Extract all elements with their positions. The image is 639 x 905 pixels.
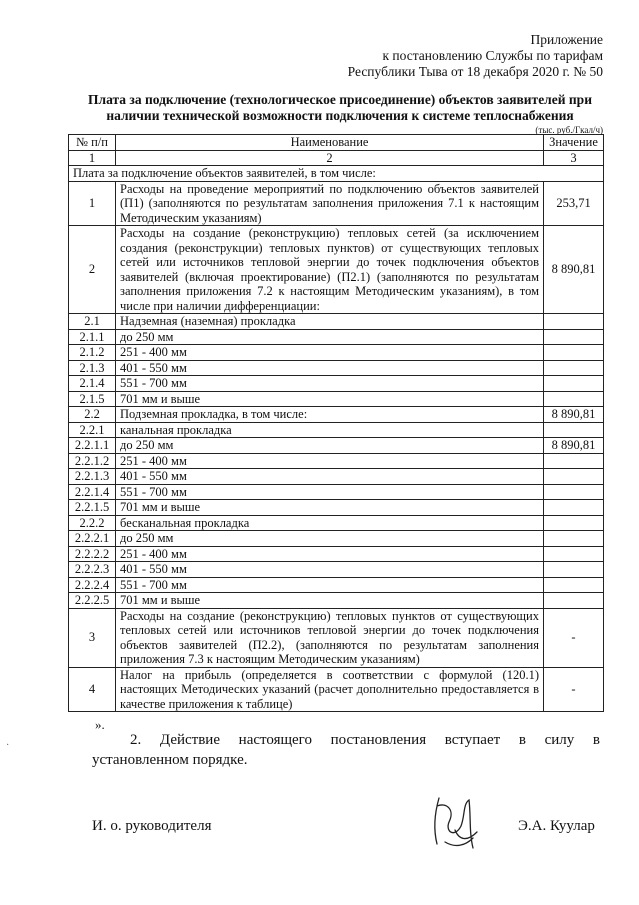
table-row xyxy=(69,226,604,314)
section-title: Плата за подключение объектов заявителей, в том числе: xyxy=(69,166,604,182)
table-row xyxy=(69,314,604,330)
row-num: 2.1 xyxy=(69,314,116,330)
row-value: 253,71 xyxy=(544,181,604,226)
table-row xyxy=(69,608,604,667)
row-num: 2.2.1.5 xyxy=(69,500,116,516)
row-value: 8 890,81 xyxy=(544,407,604,423)
row-name: 251 - 400 мм xyxy=(116,546,544,562)
table-row xyxy=(69,577,604,593)
closing-quote: ». xyxy=(95,717,105,732)
paragraph-line-2: установленном порядке. xyxy=(92,752,248,768)
header-num: № п/п xyxy=(69,135,116,151)
table-row xyxy=(69,667,604,712)
row-value xyxy=(544,391,604,407)
table-index-row xyxy=(69,150,604,166)
row-value xyxy=(544,314,604,330)
row-num: 2.1.3 xyxy=(69,360,116,376)
units-note: (тыс. руб./Гкал/ч) xyxy=(535,125,603,135)
row-name: 551 - 700 мм xyxy=(116,484,544,500)
row-num: 2 xyxy=(69,226,116,314)
row-value xyxy=(544,360,604,376)
row-name: Расходы на проведение мероприятий по подключению объектов заявителей (П1) (заполняются по результатам заполнения приложения 7.1 к настоящим Методическим указаниям) xyxy=(116,181,544,226)
appendix-header xyxy=(348,32,603,80)
row-name: Расходы на создание (реконструкцию) тепловых пунктов от существующих тепловых сетей или источников тепловой энергии до точек подключения объектов заявителей (П2.2), (заполняются по результатам заполнения приложения 7.3 к настоящим Методическим указаниям) xyxy=(116,608,544,667)
table-section-row xyxy=(69,166,604,182)
row-name: 401 - 550 мм xyxy=(116,469,544,485)
row-name: Налог на прибыль (определяется в соответствии с формулой (120.1) настоящих Методических указаний (расчет дополнительно предоставляется в качестве приложения к таблице) xyxy=(116,667,544,712)
row-num: 2.2 xyxy=(69,407,116,423)
table-row xyxy=(69,422,604,438)
appendix-line-3: Республики Тыва от 18 декабря 2020 г. № 50 xyxy=(347,64,603,79)
table-row xyxy=(69,500,604,516)
row-num: 2.2.2.1 xyxy=(69,531,116,547)
table-row xyxy=(69,345,604,361)
row-value xyxy=(544,484,604,500)
row-name: 401 - 550 мм xyxy=(116,562,544,578)
table-row xyxy=(69,181,604,226)
row-name: Подземная прокладка, в том числе: xyxy=(116,407,544,423)
row-num: 2.2.1.4 xyxy=(69,484,116,500)
table-row xyxy=(69,469,604,485)
row-value xyxy=(544,500,604,516)
row-name: бесканальная прокладка xyxy=(116,515,544,531)
signatory-title: И. о. руководителя xyxy=(92,818,212,834)
row-num: 3 xyxy=(69,608,116,667)
row-name: 701 мм и выше xyxy=(116,391,544,407)
row-num: 2.2.2.2 xyxy=(69,546,116,562)
header-name: Наименование xyxy=(116,135,544,151)
row-num: 2.2.2.5 xyxy=(69,593,116,609)
row-num: 2.2.1 xyxy=(69,422,116,438)
table-row xyxy=(69,531,604,547)
row-value xyxy=(544,515,604,531)
row-name: Надземная (наземная) прокладка xyxy=(116,314,544,330)
row-num: 2.2.1.2 xyxy=(69,453,116,469)
index-1: 1 xyxy=(69,150,116,166)
table-row xyxy=(69,562,604,578)
row-value: - xyxy=(544,667,604,712)
row-value xyxy=(544,562,604,578)
table-row xyxy=(69,453,604,469)
document-title xyxy=(60,92,620,124)
row-value xyxy=(544,577,604,593)
row-name: 551 - 700 мм xyxy=(116,577,544,593)
table-row xyxy=(69,438,604,454)
appendix-line-2: к постановлению Службы по тарифам xyxy=(382,48,603,63)
paragraph-line-1: 2. Действие настоящего постановления вступает в силу в xyxy=(130,732,600,748)
row-value xyxy=(544,329,604,345)
row-num: 4 xyxy=(69,667,116,712)
table-header-row xyxy=(69,135,604,151)
handwritten-signature xyxy=(425,792,495,860)
index-2: 2 xyxy=(116,150,544,166)
row-name: до 250 мм xyxy=(116,438,544,454)
row-value xyxy=(544,345,604,361)
row-value xyxy=(544,453,604,469)
table-row xyxy=(69,484,604,500)
fee-table xyxy=(68,134,604,712)
appendix-line-1: Приложение xyxy=(530,32,603,47)
title-line-1: Плата за подключение (технологическое присоединение) объектов заявителей при xyxy=(88,92,592,107)
row-name: 701 мм и выше xyxy=(116,593,544,609)
fee-table-body xyxy=(69,135,604,712)
row-num: 2.2.1.1 xyxy=(69,438,116,454)
row-value xyxy=(544,593,604,609)
table-row xyxy=(69,376,604,392)
row-num: 2.1.5 xyxy=(69,391,116,407)
header-value: Значение xyxy=(544,135,604,151)
row-value xyxy=(544,422,604,438)
row-value xyxy=(544,469,604,485)
row-name: 251 - 400 мм xyxy=(116,453,544,469)
row-name: 701 мм и выше xyxy=(116,500,544,516)
row-num: 2.1.4 xyxy=(69,376,116,392)
row-num: 2.2.2 xyxy=(69,515,116,531)
row-name: до 250 мм xyxy=(116,329,544,345)
table-row xyxy=(69,329,604,345)
row-value xyxy=(544,531,604,547)
row-value xyxy=(544,546,604,562)
table-row xyxy=(69,593,604,609)
table-row xyxy=(69,407,604,423)
table-row xyxy=(69,546,604,562)
row-name: до 250 мм xyxy=(116,531,544,547)
table-row xyxy=(69,515,604,531)
row-name: 251 - 400 мм xyxy=(116,345,544,361)
row-num: 2.2.2.3 xyxy=(69,562,116,578)
row-name: 401 - 550 мм xyxy=(116,360,544,376)
row-num: 1 xyxy=(69,181,116,226)
table-row xyxy=(69,360,604,376)
signatory-name: Э.А. Куулар xyxy=(518,818,595,834)
row-num: 2.2.1.3 xyxy=(69,469,116,485)
row-name: 551 - 700 мм xyxy=(116,376,544,392)
row-value: 8 890,81 xyxy=(544,226,604,314)
row-value: - xyxy=(544,608,604,667)
row-name: канальная прокладка xyxy=(116,422,544,438)
row-num: 2.1.1 xyxy=(69,329,116,345)
row-value: 8 890,81 xyxy=(544,438,604,454)
row-value xyxy=(544,376,604,392)
title-line-2: наличии технической возможности подключения к системе теплоснабжения xyxy=(106,108,574,123)
index-3: 3 xyxy=(544,150,604,166)
table-row xyxy=(69,391,604,407)
row-num: 2.2.2.4 xyxy=(69,577,116,593)
row-name: Расходы на создание (реконструкцию) тепловых сетей (за исключением создания (реконструкции) тепловых пунктов) от существующих тепловых сетей или источников тепловой энергии до точек подключения объектов заявителей (включая проектирование) (П2.1) (заполняются по результатам заполнения приложения 7.2 к настоящим Методическим указаниям), в том числе при наличии дифференциации: xyxy=(116,226,544,314)
row-num: 2.1.2 xyxy=(69,345,116,361)
scan-mark: · xyxy=(6,740,10,751)
effect-paragraph xyxy=(92,730,600,770)
